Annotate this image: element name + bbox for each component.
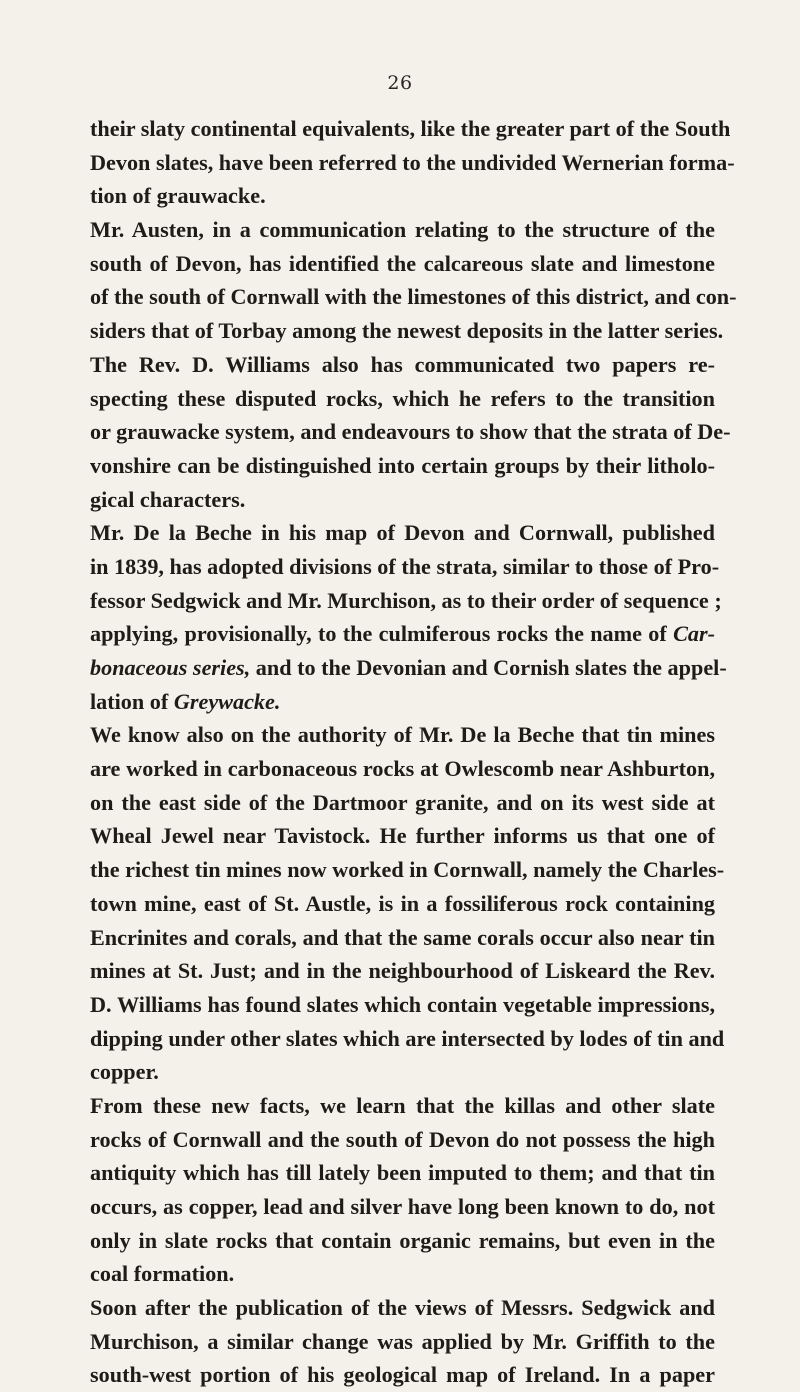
text-line	[90, 1089, 715, 1123]
page-number: 26	[387, 72, 413, 94]
line-text: lation of	[90, 688, 174, 714]
line-text: mines at St. Just; and in the neighbourhood of Liskeard the Rev.	[90, 958, 715, 984]
line-text: Soon after the publication of the views of Messrs. Sedgwick and	[90, 1295, 715, 1321]
line-text: applying, provisionally, to the culmiferous rocks the name of	[90, 621, 674, 647]
line-text: the richest tin mines now worked in Cornwall, namely the Charles-	[90, 857, 725, 883]
line-text: Mr. De la Beche in his map of Devon and Cornwall, published	[90, 520, 715, 546]
text-line	[90, 112, 731, 146]
text-line	[90, 1358, 715, 1392]
text-line	[90, 1055, 795, 1089]
text-line	[90, 213, 715, 247]
line-text: gical characters.	[90, 486, 246, 512]
text-line	[90, 348, 715, 382]
line-text: copper.	[90, 1059, 159, 1085]
text-line	[90, 1325, 715, 1359]
text-line	[90, 247, 715, 281]
line-text: antiquity which has till lately been imputed to them; and that tin	[90, 1160, 715, 1186]
line-text: south of Devon, has identified the calcareous slate and limestone	[90, 250, 715, 276]
text-line	[90, 1257, 795, 1291]
line-text: Wheal Jewel near Tavistock. He further informs us that one of	[90, 823, 715, 849]
text-line	[90, 415, 731, 449]
line-text: coal formation.	[90, 1261, 235, 1287]
text-line	[90, 853, 725, 887]
line-text: tion of grauwacke.	[90, 183, 266, 209]
text-line	[90, 1190, 715, 1224]
line-text: occurs, as copper, lead and silver have long been known to do, not	[90, 1194, 715, 1219]
line-text: their slaty continental equivalents, like the greater part of the South	[90, 116, 731, 141]
line-text: dipping under other slates which are intersected by lodes of tin and	[90, 1025, 725, 1051]
text-line	[90, 179, 795, 213]
line-text: and to the Devonian and Cornish slates the appel-	[250, 655, 727, 680]
text-line	[90, 314, 724, 348]
line-text: or grauwacke system, and endeavours to show that the strata of De-	[90, 419, 731, 445]
line-text: siders that of Torbay among the newest deposits in the latter series.	[90, 318, 724, 344]
text-line	[90, 752, 715, 786]
line-text: only in slate rocks that contain organic remains, but even in the	[90, 1227, 715, 1253]
line-text: Mr. Austen, in a communication relating to the structure of the	[90, 217, 715, 243]
text-line	[90, 516, 715, 550]
text-line	[90, 1022, 725, 1056]
line-text: south-west portion of his geological map of Ireland. In a paper	[90, 1362, 715, 1388]
line-text: of the south of Cornwall with the limestones of this district, and con-	[90, 284, 737, 310]
line-text: Devon slates, have been referred to the undivided Wernerian forma-	[90, 149, 735, 175]
line-text: specting these disputed rocks, which he refers to the transition	[90, 385, 715, 411]
text-line	[90, 718, 715, 752]
line-text: D. Williams has found slates which contain vegetable impressions,	[90, 991, 715, 1017]
line-text: Murchison, a similar change was applied by Mr. Griffith to the	[90, 1328, 715, 1354]
text-line	[90, 449, 715, 483]
line-text: vonshire can be distinguished into certain groups by their litholo-	[90, 452, 715, 478]
text-line	[90, 146, 735, 180]
line-text: From these new facts, we learn that the killas and other slate	[90, 1092, 715, 1118]
text-line	[90, 617, 715, 651]
text-line	[90, 786, 715, 820]
line-text: Encrinites and corals, and that the same corals occur also near tin	[90, 924, 715, 950]
text-line	[90, 819, 715, 853]
line-text: The Rev. D. Williams also has communicated two papers re-	[90, 351, 715, 377]
text-line	[90, 1291, 715, 1325]
italic-term: Car-	[673, 621, 715, 647]
line-text: are worked in carbonaceous rocks at Owlescomb near Ashburton,	[90, 756, 715, 782]
text-line	[90, 483, 795, 517]
body-text	[90, 112, 795, 1392]
text-line	[90, 584, 722, 618]
text-line	[90, 1156, 715, 1190]
text-line	[90, 921, 715, 955]
text-line	[90, 1123, 715, 1157]
text-line	[90, 954, 715, 988]
text-line	[90, 887, 715, 921]
line-text: on the east side of the Dartmoor granite, and on its west side at	[90, 789, 715, 815]
italic-term: Greywacke.	[173, 688, 281, 714]
text-line	[90, 685, 795, 719]
line-text: town mine, east of St. Austle, is in a fossiliferous rock containing	[90, 890, 715, 916]
italic-term: bonaceous series,	[90, 655, 251, 680]
text-line	[90, 382, 715, 416]
line-text: We know also on the authority of Mr. De la Beche that tin mines	[90, 722, 715, 748]
text-line	[90, 1224, 715, 1258]
text-line	[90, 550, 720, 584]
text-line	[90, 651, 727, 685]
line-text: in 1839, has adopted divisions of the strata, similar to those of Pro-	[90, 553, 720, 579]
text-line	[90, 988, 715, 1022]
line-text: rocks of Cornwall and the south of Devon do not possess the high	[90, 1126, 715, 1152]
line-text: fessor Sedgwick and Mr. Murchison, as to their order of sequence ;	[90, 587, 722, 613]
text-line	[90, 280, 737, 314]
